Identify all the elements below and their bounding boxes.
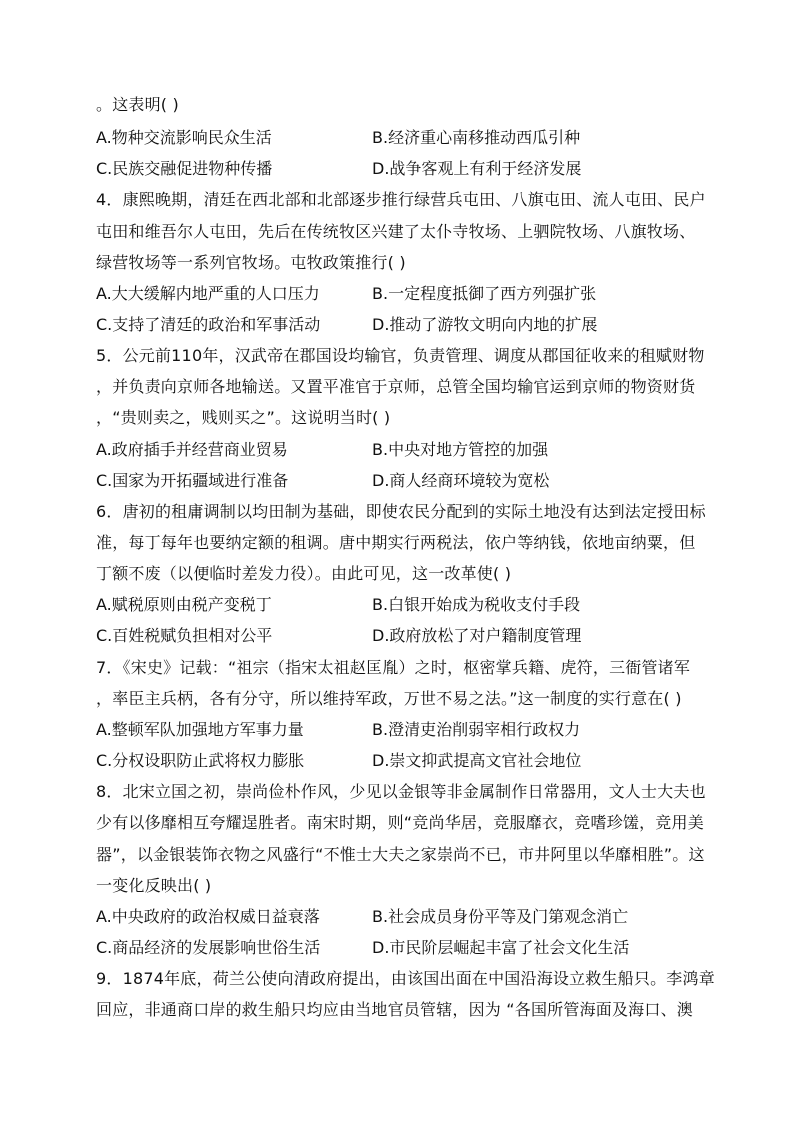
option-d: D.战争客观上有利于经济发展 bbox=[372, 159, 582, 178]
option-b: B.一定程度抵御了西方列强扩张 bbox=[372, 284, 597, 303]
question-text-line: 8．北宋立国之初，崇尚俭朴作风，少见以金银等非金属制作日常器用，文人士大夫也 bbox=[96, 782, 706, 801]
option-b: B.社会成员身份平等及门第观念消亡 bbox=[372, 907, 629, 926]
option-d: D.崇文抑武提高文官社会地位 bbox=[372, 751, 582, 770]
question-text-line: 丁额不废（以便临时差发力役）。由此可见，这一改革使( ) bbox=[96, 564, 512, 583]
option-c: C.民族交融促进物种传播 bbox=[96, 159, 273, 178]
option-c: C.支持了清廷的政治和军事活动 bbox=[96, 315, 321, 334]
question-text-line: ，率臣主兵柄，各有分守，所以维持军政，万世不易之法。”这一制度的实行意在( ) bbox=[96, 689, 682, 708]
option-a: A.政府插手并经营商业贸易 bbox=[96, 440, 288, 459]
question-text-line: 7．《宋史》记载：“祖宗（指宋太祖赵匡胤）之时，枢密掌兵籍、虎符，三衙管诸军 bbox=[96, 658, 691, 677]
option-d: D.商人经商环境较为宽松 bbox=[372, 471, 550, 490]
question-text-line: 少有以侈靡相互夸耀逞胜者。南宋时期，则“竞尚华居，竞服靡衣，竞嗜珍馐，竞用美 bbox=[96, 813, 704, 832]
question-text-line: 6．唐初的租庸调制以均田制为基础，即使农民分配到的实际土地没有达到法定授田标 bbox=[96, 502, 706, 521]
option-c: C.百姓税赋负担相对公平 bbox=[96, 626, 273, 645]
question-text-line: 屯田和维吾尔人屯田，先后在传统牧区兴建了太仆寺牧场、上驷院牧场、八旗牧场、 bbox=[96, 222, 696, 241]
option-a: A.赋税原则由税产变税丁 bbox=[96, 595, 272, 614]
option-d: D.推动了游牧文明向内地的扩展 bbox=[372, 315, 598, 334]
option-b: B.澄清吏治削弱宰相行政权力 bbox=[372, 720, 581, 739]
option-a: A.大大缓解内地严重的人口压力 bbox=[96, 284, 320, 303]
question-text-line: 器”，以金银装饰衣物之风盛行“不惟士大夫之家崇尚不已，市井阿里以华靡相胜”。这 bbox=[96, 845, 705, 864]
question-intro-text: 。这表明( ) bbox=[96, 95, 179, 114]
option-c: C.商品经济的发展影响世俗生活 bbox=[96, 938, 321, 957]
option-a: A.整顿军队加强地方军事力量 bbox=[96, 720, 304, 739]
question-text-line: 9．1874年底，荷兰公使向清政府提出，由该国出面在中国沿海设立救生船只。李鸿章 bbox=[96, 969, 715, 988]
option-b: B.经济重心南移推动西瓜引种 bbox=[372, 128, 581, 147]
option-a: A.物种交流影响民众生活 bbox=[96, 128, 272, 147]
question-text-line: 回应，非通商口岸的救生船只均应由当地官员管辖，因为 “各国所管海面及海口、澳 bbox=[96, 1000, 693, 1019]
question-text-line: 绿营牧场等一系列官牧场。屯牧政策推行( ) bbox=[96, 253, 406, 272]
option-c: C.分权设职防止武将权力膨胀 bbox=[96, 751, 305, 770]
option-c: C.国家为开拓疆域进行准备 bbox=[96, 471, 289, 490]
option-b: B.白银开始成为税收支付手段 bbox=[372, 595, 581, 614]
question-text-line: ，“贵则卖之，贱则买之”。这说明当时( ) bbox=[96, 408, 391, 427]
question-text-line: 5．公元前110年，汉武帝在郡国设均输官，负责管理、调度从郡国征收来的租赋财物 bbox=[96, 346, 705, 365]
question-text-line: 一变化反映出( ) bbox=[96, 876, 212, 895]
question-text-line: 准，每丁每年也要纳定额的租调。唐中期实行两税法，依户等纳钱，依地亩纳粟，但 bbox=[96, 533, 696, 552]
option-d: D.政府放松了对户籍制度管理 bbox=[372, 626, 582, 645]
question-text-line: ，并负责向京师各地输送。又置平准官于京师，总管全国均输官运到京师的物资财货 bbox=[96, 377, 696, 396]
option-d: D.市民阶层崛起丰富了社会文化生活 bbox=[372, 938, 630, 957]
option-a: A.中央政府的政治权威日益衰落 bbox=[96, 907, 320, 926]
question-text-line: 4．康熙晚期，清廷在西北部和北部逐步推行绿营兵屯田、八旗屯田、流人屯田、民户 bbox=[96, 190, 706, 209]
option-b: B.中央对地方管控的加强 bbox=[372, 440, 549, 459]
